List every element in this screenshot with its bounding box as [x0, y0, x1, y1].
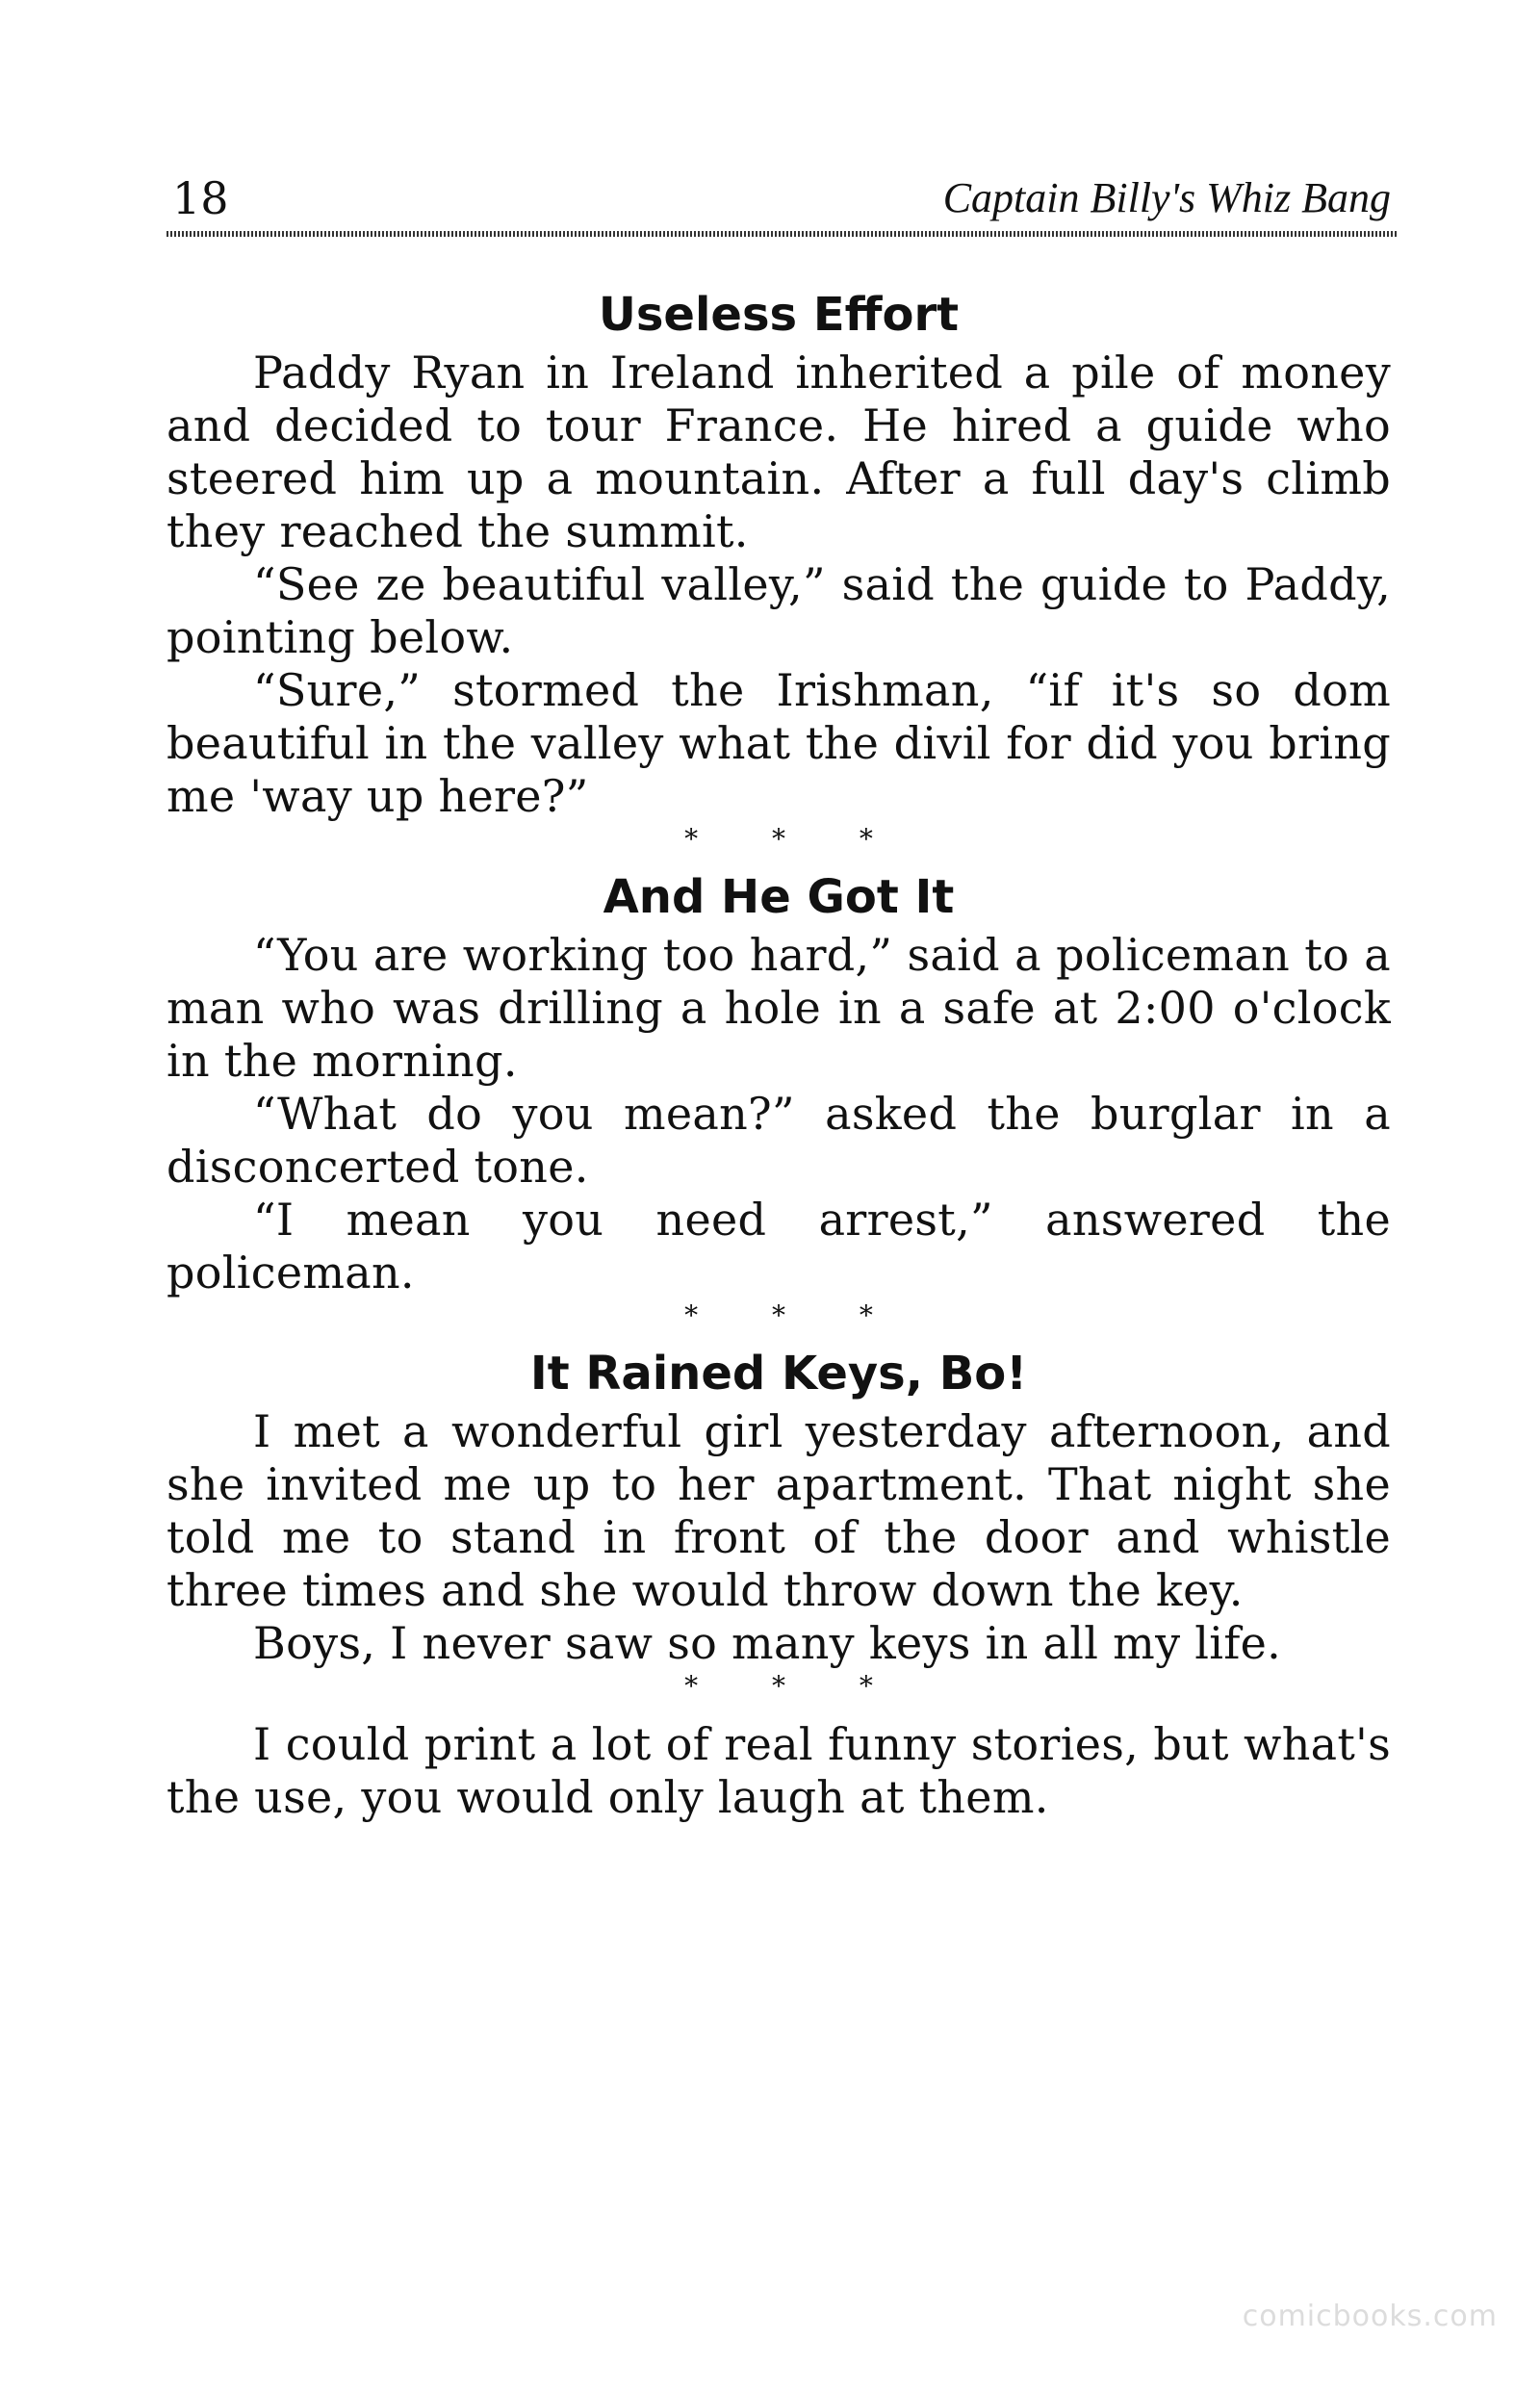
section-heading: And He Got It — [603, 870, 955, 924]
paragraph: “I mean you need arrest,” answered the policeman. — [167, 1194, 1391, 1298]
section-separator: * * * — [684, 1299, 906, 1331]
section-and-he-got-it — [167, 865, 1391, 1299]
paragraph: “You are working too hard,” said a policeman to a man who was drilling a hole in a safe at 2:00 o'clock in the morning. — [167, 929, 1391, 1087]
header-rule — [167, 231, 1399, 237]
section-it-rained-keys — [167, 1342, 1391, 1670]
watermark: comicbooks.com — [1242, 2300, 1498, 2333]
paragraph: Paddy Ryan in Ireland inherited a pile of money and decided to tour France. He hired a guide who steered him up a mountain. After a full day's climb they reached the summit. — [167, 347, 1391, 557]
paragraph: I met a wonderful girl yesterday afternoon, and she invited me up to her apartment. That night she told me to stand in front of the door and whistle three times and she would throw down the key. — [167, 1405, 1391, 1616]
section-separator: * * * — [684, 1670, 906, 1702]
page-header — [167, 171, 1391, 229]
closing-paragraph: I could print a lot of real funny stories, but what's the use, you would only laugh at them. — [167, 1718, 1391, 1823]
paragraph: “Sure,” stormed the Irishman, “if it's so dom beautiful in the valley what the divil for did you bring me 'way up here?” — [167, 664, 1391, 822]
paragraph: “See ze beautiful valley,” said the guide to Paddy, pointing below. — [167, 558, 1391, 663]
paragraph: Boys, I never saw so many keys in all my life. — [253, 1617, 1282, 1669]
page-content — [167, 283, 1391, 1824]
section-useless-effort — [167, 283, 1391, 823]
page-number: 18 — [172, 172, 229, 224]
section-heading: Useless Effort — [598, 288, 960, 342]
section-separator: * * * — [684, 823, 906, 855]
paragraph: “What do you mean?” asked the burglar in a disconcerted tone. — [167, 1088, 1391, 1193]
running-title: Captain Billy's Whiz Bang — [942, 174, 1391, 221]
section-heading: It Rained Keys, Bo! — [529, 1347, 1028, 1401]
